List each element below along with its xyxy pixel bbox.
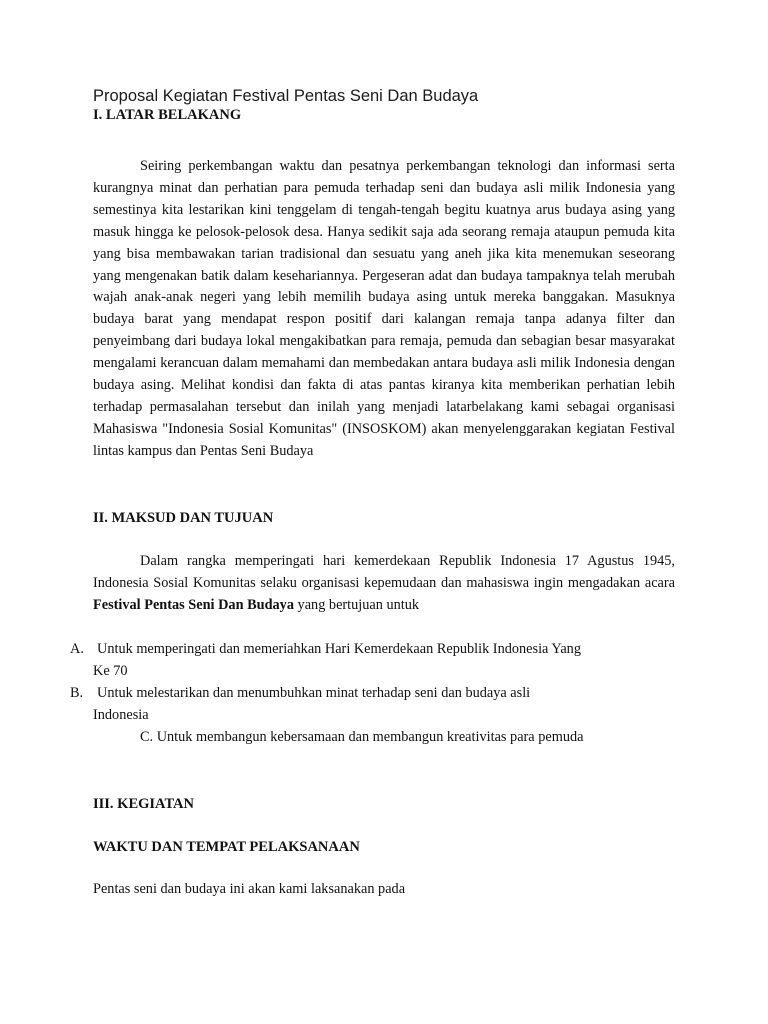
document-title: Proposal Kegiatan Festival Pentas Seni Dan Budaya	[93, 87, 479, 105]
subheading-waktu-tempat: WAKTU DAN TEMPAT PELAKSANAAN	[93, 839, 360, 855]
section-heading-kegiatan: III. KEGIATAN	[93, 796, 194, 812]
list-marker-b: B.	[70, 685, 84, 701]
list-item-a-line1: Untuk memperingati dan memeriahkan Hari Kemerdekaan Republik Indonesia Yang	[97, 641, 581, 657]
festival-name: Festival Pentas Seni Dan Budaya	[93, 596, 294, 613]
section-heading-latar-belakang: I. LATAR BELAKANG	[93, 107, 242, 123]
background-paragraph: Seiring perkembangan waktu dan pesatnya perkembangan teknologi dan informasi serta kurangnya minat dan perhatian para pemuda terhadap seni dan budaya asli milik Indonesia yang semestinya kita lestarikan kini tenggelam di tengah-tengah begitu kuatnya arus budaya asing yang masuk hingga ke pelosok-pelosok desa. Hanya sedikit saja ada seorang remaja ataupun pemuda kita yang bisa membawakan tarian tradisional dan sesuatu yang aneh jika kita menemukan seseorang yang mengenakan batik dalam kesehariannya. Pergeseran adat dan budaya tampaknya telah merubah wajah anak-anak negeri yang lebih memilih budaya asing untuk mereka banggakan. Masuknya budaya barat yang mendapat respon positif dari kalangan remaja tanpa adanya filter dan penyeimbang dari budaya lokal mengakibatkan para remaja, pemuda dan sebagian besar masyarakat mengalami kerancuan dalam memahami dan membedakan antara budaya asli milik Indonesia dengan budaya asing. Melihat kondisi dan fakta di atas pantas kiranya kita memberikan perhatian lebih terhadap permasalahan tersebut dan inilah yang menjadi latarbelakang kami sebagai organisasi Mahasiswa "Indonesia Sosial Komunitas" (INSOSKOM) akan menyelenggarakan kegiatan Festival lintas kampus dan Pentas Seni Budaya	[93, 158, 675, 459]
list-item-c	[140, 729, 583, 746]
list-item-b-line1: Untuk melestarikan dan menumbuhkan minat terhadap seni dan budaya asli	[97, 685, 531, 701]
list-item-a-line2: Ke 70	[93, 663, 128, 679]
list-item-c-text: Untuk membangun kebersamaan dan membangun kreativitas para pemuda	[156, 729, 584, 745]
purpose-paragraph	[93, 551, 675, 617]
purpose-text-after: yang bertujuan untuk	[293, 596, 420, 613]
event-schedule-text: Pentas seni dan budaya ini akan kami laksanakan pada	[93, 881, 406, 897]
list-marker-a: A.	[70, 641, 84, 657]
section-heading-maksud-tujuan: II. MAKSUD DAN TUJUAN	[93, 510, 274, 526]
list-item-b-line2: Indonesia	[93, 707, 149, 723]
purpose-text-before: Dalam rangka memperingati hari kemerdekaan Republik Indonesia 17 Agustus 1945, Indonesia Sosial Komunitas selaku organisasi kepemudaan dan mahasiswa ingin mengadakan acara	[93, 553, 675, 591]
list-marker-c: C.	[140, 729, 154, 745]
